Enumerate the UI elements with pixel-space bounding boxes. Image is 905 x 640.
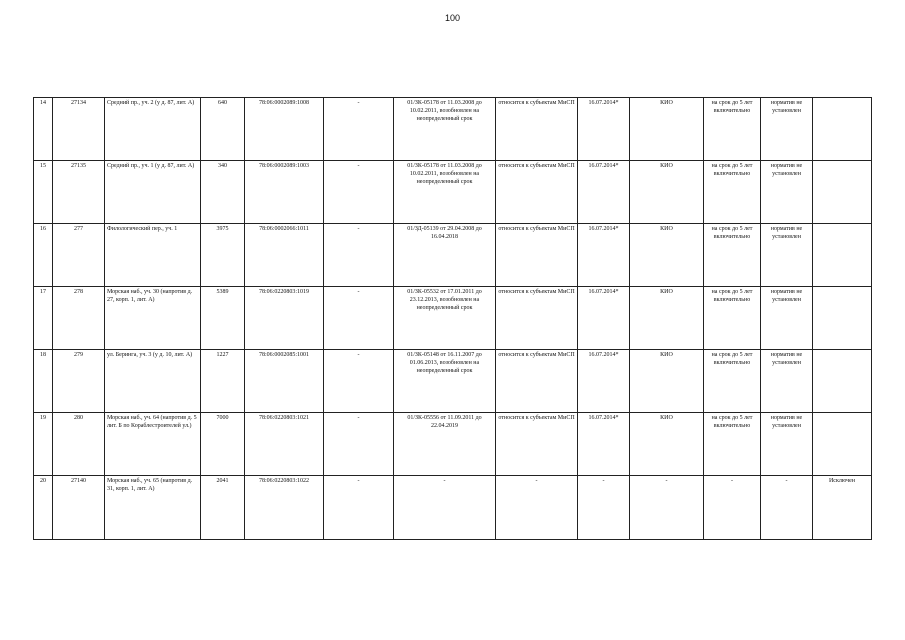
contract-document-cell: 01/ЗК-05178 от 11.03.2008 до 10.02.2011, возобновлен на неопределенный срок <box>394 161 496 224</box>
registry-table <box>33 97 872 540</box>
term-cell: на срок до 5 лет включительно <box>704 161 761 224</box>
cadastral-number-cell: 78:06:0220803:1019 <box>245 287 324 350</box>
note-cell <box>813 98 872 161</box>
address-cell: Морская наб., уч. 64 (напротив д. 5 лит. Б по Кораблестроителей ул.) <box>105 413 201 476</box>
dash-cell: - <box>324 287 394 350</box>
norm-cell: норматив не установлен <box>761 287 813 350</box>
address-cell: Филологический пер., уч. 1 <box>105 224 201 287</box>
table-row <box>34 161 872 224</box>
row-number: 17 <box>34 287 53 350</box>
cadastral-number-cell: 78:06:0002085:1001 <box>245 350 324 413</box>
table-row <box>34 287 872 350</box>
norm-cell: норматив не установлен <box>761 98 813 161</box>
cadastral-number-cell: 78:06:0220803:1022 <box>245 476 324 540</box>
row-code: 27134 <box>53 98 105 161</box>
authority-cell: КИО <box>630 287 704 350</box>
contract-document-cell: 01/ЗК-05556 от 11.09.2011 до 22.04.2019 <box>394 413 496 476</box>
note-cell <box>813 287 872 350</box>
authority-cell: - <box>630 476 704 540</box>
cadastral-number-cell: 78:06:0002089:1008 <box>245 98 324 161</box>
dash-cell: - <box>324 350 394 413</box>
row-number: 19 <box>34 413 53 476</box>
address-cell: Средний пр., уч. 2 (у д. 87, лит. А) <box>105 98 201 161</box>
contract-document-cell: 01/ЗК-05148 от 16.11.2007 до 01.06.2013, возобновлен на неопределенный срок <box>394 350 496 413</box>
term-cell: на срок до 5 лет включительно <box>704 98 761 161</box>
subject-status-cell: относится к субъектам МиСП <box>496 161 578 224</box>
address-cell: Морская наб., уч. 30 (напротив д. 27, корп. 1, лит. А) <box>105 287 201 350</box>
area-cell: 7000 <box>201 413 245 476</box>
norm-cell: - <box>761 476 813 540</box>
table-row <box>34 476 872 540</box>
cadastral-number-cell: 78:06:0002089:1003 <box>245 161 324 224</box>
norm-cell: норматив не установлен <box>761 224 813 287</box>
term-cell: на срок до 5 лет включительно <box>704 350 761 413</box>
authority-cell: КИО <box>630 161 704 224</box>
row-number: 18 <box>34 350 53 413</box>
dash-cell: - <box>324 224 394 287</box>
page-number: 100 <box>444 13 461 23</box>
area-cell: 1227 <box>201 350 245 413</box>
norm-cell: норматив не установлен <box>761 350 813 413</box>
address-cell: Морская наб., уч. 65 (напротив д. 31, корп. 1, лит. А) <box>105 476 201 540</box>
date-cell: 16.07.2014* <box>578 287 630 350</box>
subject-status-cell: - <box>496 476 578 540</box>
norm-cell: норматив не установлен <box>761 413 813 476</box>
authority-cell: КИО <box>630 350 704 413</box>
subject-status-cell: относится к субъектам МиСП <box>496 98 578 161</box>
term-cell: на срок до 5 лет включительно <box>704 224 761 287</box>
row-code: 27135 <box>53 161 105 224</box>
address-cell: Средний пр., уч. 1 (у д. 87, лит. А) <box>105 161 201 224</box>
date-cell: 16.07.2014* <box>578 98 630 161</box>
date-cell: 16.07.2014* <box>578 224 630 287</box>
table-row <box>34 413 872 476</box>
dash-cell: - <box>324 413 394 476</box>
date-cell: 16.07.2014* <box>578 350 630 413</box>
table-row <box>34 224 872 287</box>
contract-document-cell: 01/ЗК-05532 от 17.01.2011 до 23.12.2013, возобновлен на неопределенный срок <box>394 287 496 350</box>
note-cell <box>813 161 872 224</box>
subject-status-cell: относится к субъектам МиСП <box>496 287 578 350</box>
note-cell <box>813 413 872 476</box>
cadastral-number-cell: 78:06:0002066:1011 <box>245 224 324 287</box>
area-cell: 3975 <box>201 224 245 287</box>
row-code: 27140 <box>53 476 105 540</box>
subject-status-cell: относится к субъектам МиСП <box>496 350 578 413</box>
row-number: 15 <box>34 161 53 224</box>
row-code: 278 <box>53 287 105 350</box>
authority-cell: КИО <box>630 224 704 287</box>
authority-cell: КИО <box>630 413 704 476</box>
term-cell: на срок до 5 лет включительно <box>704 287 761 350</box>
term-cell: - <box>704 476 761 540</box>
table-row <box>34 98 872 161</box>
contract-document-cell: - <box>394 476 496 540</box>
note-cell: Исключен <box>813 476 872 540</box>
note-cell <box>813 224 872 287</box>
area-cell: 2041 <box>201 476 245 540</box>
dash-cell: - <box>324 161 394 224</box>
cadastral-number-cell: 78:06:0220803:1021 <box>245 413 324 476</box>
row-number: 16 <box>34 224 53 287</box>
date-cell: 16.07.2014* <box>578 161 630 224</box>
row-number: 20 <box>34 476 53 540</box>
subject-status-cell: относится к субъектам МиСП <box>496 413 578 476</box>
row-code: 277 <box>53 224 105 287</box>
dash-cell: - <box>324 98 394 161</box>
date-cell: 16.07.2014* <box>578 413 630 476</box>
contract-document-cell: 01/ЗД-05139 от 29.04.2008 до 16.04.2018 <box>394 224 496 287</box>
date-cell: - <box>578 476 630 540</box>
row-code: 279 <box>53 350 105 413</box>
norm-cell: норматив не установлен <box>761 161 813 224</box>
row-number: 14 <box>34 98 53 161</box>
note-cell <box>813 350 872 413</box>
address-cell: ул. Беринга, уч. 3 (у д. 10, лит. А) <box>105 350 201 413</box>
term-cell: на срок до 5 лет включительно <box>704 413 761 476</box>
subject-status-cell: относится к субъектам МиСП <box>496 224 578 287</box>
area-cell: 5389 <box>201 287 245 350</box>
area-cell: 640 <box>201 98 245 161</box>
dash-cell: - <box>324 476 394 540</box>
table-row <box>34 350 872 413</box>
contract-document-cell: 01/ЗК-05178 от 11.03.2008 до 10.02.2011, возобновлен на неопределенный срок <box>394 98 496 161</box>
authority-cell: КИО <box>630 98 704 161</box>
row-code: 280 <box>53 413 105 476</box>
area-cell: 340 <box>201 161 245 224</box>
